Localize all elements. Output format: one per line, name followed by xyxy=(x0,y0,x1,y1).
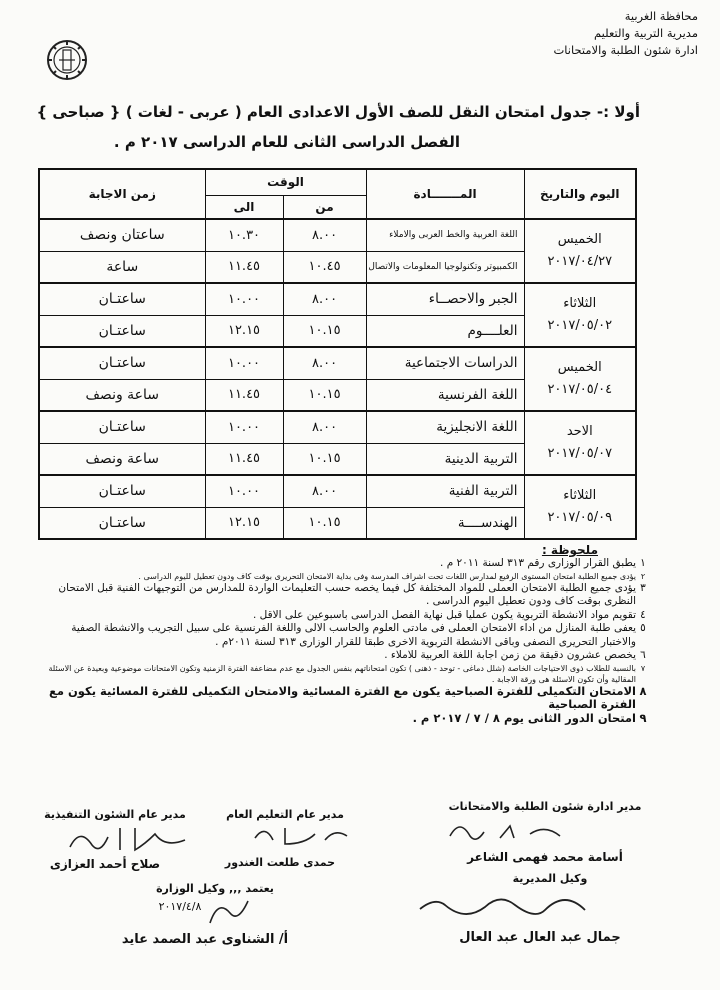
note-number: ٤ xyxy=(640,608,646,621)
time-from-cell: ١٠.١٥ xyxy=(283,315,366,347)
subject-cell: اللغة الانجليزية xyxy=(366,411,524,443)
ministry-emblem-icon xyxy=(45,38,89,82)
signatory-name: صلاح أحمد العزازى xyxy=(49,857,161,871)
day-date-cell xyxy=(524,219,636,283)
signatory-name: جمال عبد العال عبد العال xyxy=(459,930,621,945)
duration-cell: ساعة ونصف xyxy=(39,443,205,475)
handwritten-signature xyxy=(440,816,580,846)
letterhead xyxy=(498,8,698,59)
table-row xyxy=(39,219,636,251)
subject-cell: اللغة العربية والخط العربى والاملاء xyxy=(366,219,524,251)
exam-date: ٢٠١٧/٠٥/٠٢ xyxy=(547,318,613,333)
handwritten-signature xyxy=(205,895,255,929)
note-number: ٧ xyxy=(640,663,646,673)
time-to-cell: ١١.٤٥ xyxy=(205,251,283,283)
note-number: ٨ xyxy=(639,683,647,698)
handwritten-signature xyxy=(405,880,595,920)
duration-cell: ساعتـان xyxy=(39,475,205,507)
day-date-cell xyxy=(524,475,636,539)
list-item xyxy=(40,622,650,649)
note-number: ٦ xyxy=(640,649,646,661)
time-from-cell: ٨.٠٠ xyxy=(283,411,366,443)
handwritten-signature xyxy=(245,820,355,850)
time-from-cell: ٨.٠٠ xyxy=(283,347,366,379)
time-from-cell: ١٠.١٥ xyxy=(283,507,366,539)
header-duration: زمن الاجابة xyxy=(39,169,205,219)
note-number: ٥ xyxy=(640,622,646,634)
table-row xyxy=(39,475,636,507)
note-number: ٣ xyxy=(640,581,646,594)
time-from-cell: ٨.٠٠ xyxy=(283,475,366,507)
header-time: الوقت xyxy=(205,169,366,195)
note-text: يخصص عشرون دقيقة من زمن اجابة اللغة العربية للاملاء . xyxy=(384,649,636,661)
header-day-date: اليوم والتاريخ xyxy=(524,169,636,219)
notes-title: ملحوظة : xyxy=(541,543,598,557)
page-subtitle: الفصل الدراسى الثانى للعام الدراسى ٢٠١٧ م . xyxy=(113,133,460,151)
duration-cell: ساعتـان xyxy=(39,507,205,539)
subject-cell: التربية الفنية xyxy=(366,475,524,507)
subject-cell: الدراسات الاجتماعية xyxy=(366,347,524,379)
list-item xyxy=(40,571,650,582)
time-from-cell: ٨.٠٠ xyxy=(283,219,366,251)
time-to-cell: ١٠.٠٠ xyxy=(205,411,283,443)
day-name: الثلاثاء xyxy=(563,488,597,503)
letterhead-line: مديرية التربية والتعليم xyxy=(594,26,698,40)
letterhead-line: محافظة الغربية xyxy=(624,9,698,23)
notes-list xyxy=(40,557,650,725)
page-title: أولا :- جدول امتحان النقل للصف الأول الاعدادى العام ( عربى - لغات ) { صباحى } xyxy=(36,103,640,121)
note-text: يؤدى جميع الطلبة الامتحان العملى للمواد المختلفة كل فيما يخصه حسب التعليمات الواردة للمدارس من التوجيهات الفنية قبل الامتحان النظرى بوقت كاف ودون تعطيل اليوم الدراسى . xyxy=(58,581,636,607)
subject-cell: الجبر والاحصــاء xyxy=(366,283,524,315)
subject-cell: الكمبيوتر وتكنولوجيا المعلومات والاتصال xyxy=(366,251,524,283)
duration-cell: ساعة xyxy=(39,251,205,283)
exam-date: ٢٠١٧/٠٥/٠٩ xyxy=(547,510,613,525)
subject-cell: العلــــوم xyxy=(366,315,524,347)
day-name: الاحد xyxy=(566,424,593,439)
duration-cell: ساعتان ونصف xyxy=(39,219,205,251)
note-text: يؤدى جميع الطلبة امتحان المستوى الرفيع لمدارس اللغات تحت اشراف المدرسة وفى بداية الامتحان التحريرى بوقت كاف ودون تعطيل لليوم الدراسى . xyxy=(138,571,636,581)
exam-date: ٢٠١٧/٠٤/٢٧ xyxy=(547,254,613,269)
duration-cell: ساعتـان xyxy=(39,283,205,315)
duration-cell: ساعتـان xyxy=(39,347,205,379)
header-from: من xyxy=(283,195,366,219)
note-number: ٢ xyxy=(640,571,646,581)
exam-schedule-table xyxy=(38,168,637,540)
subject-cell: الهندســــة xyxy=(366,507,524,539)
note-number: ٩ xyxy=(639,710,647,725)
signatory-title: مدير عام الشئون التنفيذية xyxy=(44,808,186,821)
signatory-name: حمدى طلعت الغندور xyxy=(224,856,336,869)
time-from-cell: ٨.٠٠ xyxy=(283,283,366,315)
list-item xyxy=(40,649,650,663)
duration-cell: ساعتـان xyxy=(39,411,205,443)
time-to-cell: ١٠.٠٠ xyxy=(205,283,283,315)
note-text: يعفى طلبة المنازل من اداء الامتحان العملى فى مادتى العلوم والحاسب الالى واللغة الفرنسية على سبيل التجريب والانشطة الصفية والاختبار التحريرى النصفى وباقى الانشطة التربوية الاخرى طبقا للقرار الوزارى ٣١٣ لسنة ٢٠١١م . xyxy=(71,622,636,648)
note-number: ١ xyxy=(640,557,646,569)
signatory-title: مدير ادارة شئون الطلبة والامتحانات xyxy=(448,800,642,813)
letterhead-line: ادارة شئون الطلبة والامتحانات xyxy=(553,43,698,57)
list-item xyxy=(40,712,650,726)
time-to-cell: ١٠.٠٠ xyxy=(205,475,283,507)
signatory-title: يعتمد ,,, وكيل الوزارة xyxy=(156,882,274,895)
day-name: الخميس xyxy=(557,360,602,375)
time-from-cell: ١٠.١٥ xyxy=(283,443,366,475)
subject-cell: اللغة الفرنسية xyxy=(366,379,524,411)
signatory-title: مدير عام التعليم العام xyxy=(226,808,344,821)
time-to-cell: ١٢.١٥ xyxy=(205,315,283,347)
duration-cell: ساعة ونصف xyxy=(39,379,205,411)
note-text: تقويم مواد الانشطة التربوية يكون عمليا قبل نهاية الفصل الدراسى باسبوعين على الاقل . xyxy=(253,608,636,621)
day-date-cell xyxy=(524,283,636,347)
note-text: الامتحان التكميلى للفترة الصباحية يكون مع الفترة المسائية والامتحان التكميلى للفترة المسائية يكون مع الفترة الصباحية xyxy=(49,683,636,711)
time-from-cell: ١٠.١٥ xyxy=(283,379,366,411)
note-text: يطبق القرار الوزارى رقم ٣١٣ لسنة ٢٠١١ م . xyxy=(440,557,636,569)
signature-block xyxy=(430,800,660,813)
list-item xyxy=(40,582,650,609)
signatory-name: أ/ الشناوى عبد الصمد عايد xyxy=(121,932,289,947)
list-item xyxy=(40,557,650,571)
header-to: الى xyxy=(205,195,283,219)
day-name: الخميس xyxy=(557,232,602,247)
day-date-cell xyxy=(524,347,636,411)
handwritten-signature xyxy=(60,822,200,856)
time-to-cell: ١١.٤٥ xyxy=(205,443,283,475)
duration-cell: ساعتـان xyxy=(39,315,205,347)
exam-date: ٢٠١٧/٠٥/٠٤ xyxy=(547,382,613,397)
list-item xyxy=(40,663,650,685)
time-to-cell: ١٢.١٥ xyxy=(205,507,283,539)
day-date-cell xyxy=(524,411,636,475)
list-item xyxy=(40,609,650,623)
day-name: الثلاثاء xyxy=(563,296,597,311)
exam-date: ٢٠١٧/٠٥/٠٧ xyxy=(547,446,613,461)
signatory-title: وكيل المديرية xyxy=(512,872,588,885)
note-text: بالنسبة للطلاب ذوى الاحتياجات الخاصة (شلل دماغى - توحد - ذهنى ) تكون امتحاناتهم بنفس الجدول مع عدم مضاعفة الفترة الزمنية وتكون الامتحانات موضوعية وبعيدة عن الاسئلة المقالية وأن تكون الاسئلة هى ورقة الاجابة . xyxy=(48,663,636,684)
header-subject: المـــــــادة xyxy=(366,169,524,219)
list-item xyxy=(40,685,650,712)
table-row xyxy=(39,411,636,443)
time-to-cell: ١١.٤٥ xyxy=(205,379,283,411)
table-row xyxy=(39,347,636,379)
handwritten-date: ٢٠١٧/٤/٨ xyxy=(158,900,202,913)
note-text: امتحان الدور الثانى يوم ٨ / ٧ / ٢٠١٧ م . xyxy=(412,710,636,725)
time-from-cell: ١٠.٤٥ xyxy=(283,251,366,283)
subject-cell: التربية الدينية xyxy=(366,443,524,475)
time-to-cell: ١٠.٠٠ xyxy=(205,347,283,379)
time-to-cell: ١٠.٣٠ xyxy=(205,219,283,251)
table-row xyxy=(39,283,636,315)
signatory-name: أسامة محمد فهمى الشاعر xyxy=(467,850,623,864)
